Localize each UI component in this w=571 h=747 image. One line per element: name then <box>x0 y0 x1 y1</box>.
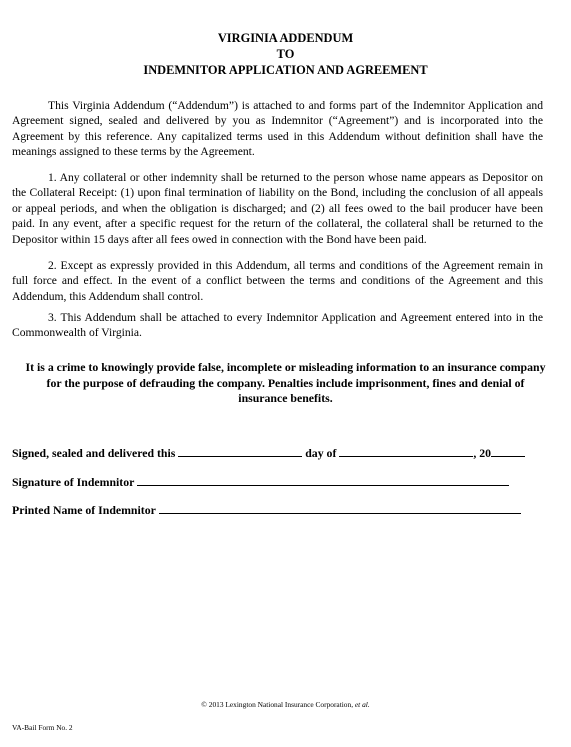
copyright-text: © 2013 Lexington National Insurance Corporation, <box>201 700 354 709</box>
clause-2-paragraph: 2. Except as expressly provided in this Addendum, all terms and conditions of the Agreement remain in full force and effect. In the event of a conflict between the terms and conditions of the Agreement and this Addendum, this Addendum shall control. <box>12 259 543 303</box>
printed-name-label: Printed Name of Indemnitor <box>12 503 156 517</box>
copyright-notice <box>0 700 571 710</box>
signed-day-field[interactable] <box>178 445 302 457</box>
fraud-warning-line-2: for the purpose of defrauding the company. Penalties include imprisonment, fines and denial of <box>46 375 525 390</box>
indemnitor-signature-field[interactable] <box>137 474 509 486</box>
document-title-line-1: VIRGINIA ADDENDUM <box>217 31 354 45</box>
signed-year-field[interactable] <box>491 445 525 457</box>
fraud-warning <box>0 360 571 407</box>
copyright-et-al: et al. <box>354 700 370 709</box>
document-title-line-3: INDEMNITOR APPLICATION AND AGREEMENT <box>143 63 428 77</box>
year-prefix-label: , 20 <box>473 446 492 460</box>
signed-label: Signed, sealed and delivered this <box>12 446 176 460</box>
indemnitor-signature-label: Signature of Indemnitor <box>12 475 135 489</box>
signed-month-field[interactable] <box>339 445 473 457</box>
form-number: VA-Bail Form No. 2 <box>12 723 73 732</box>
clause-3-paragraph: 3. This Addendum shall be attached to every Indemnitor Application and Agreement entered into in the Commonwealth of Virginia. <box>12 311 543 340</box>
intro-paragraph: This Virginia Addendum (“Addendum”) is attached to and forms part of the Indemnitor Application and Agreement signed, sealed and delivered by you as Indemnitor (“Agreement”) and is incorporated into the Agreement by this reference. Any capitalized terms used in this Addendum without definition shall have the meanings assigned to these terms by the Agreement. <box>12 99 543 159</box>
signed-date-line <box>12 445 525 460</box>
day-of-label: day of <box>305 446 337 460</box>
printed-name-field[interactable] <box>159 502 521 514</box>
fraud-warning-line-3: insurance benefits. <box>238 391 333 406</box>
printed-name-line <box>12 502 521 517</box>
document-title-line-2: TO <box>276 47 295 61</box>
indemnitor-signature-line <box>12 474 509 489</box>
clause-1-paragraph: 1. Any collateral or other indemnity shall be returned to the person whose name appears as Depositor on the Collateral Receipt: (1) upon final termination of liability on the Bond, including the conclusion of all appeals or appeal periods, and when the obligation is discharged; and (2) all fees owed to the bail producer have been paid. In any event, after a specific request for the return of the collateral, the collateral shall be returned to the Depositor within 15 days after all fees owed in connection with the Bond have been paid. <box>12 171 543 246</box>
fraud-warning-line-1: It is a crime to knowingly provide false, incomplete or misleading information to an insurance company <box>25 360 546 374</box>
